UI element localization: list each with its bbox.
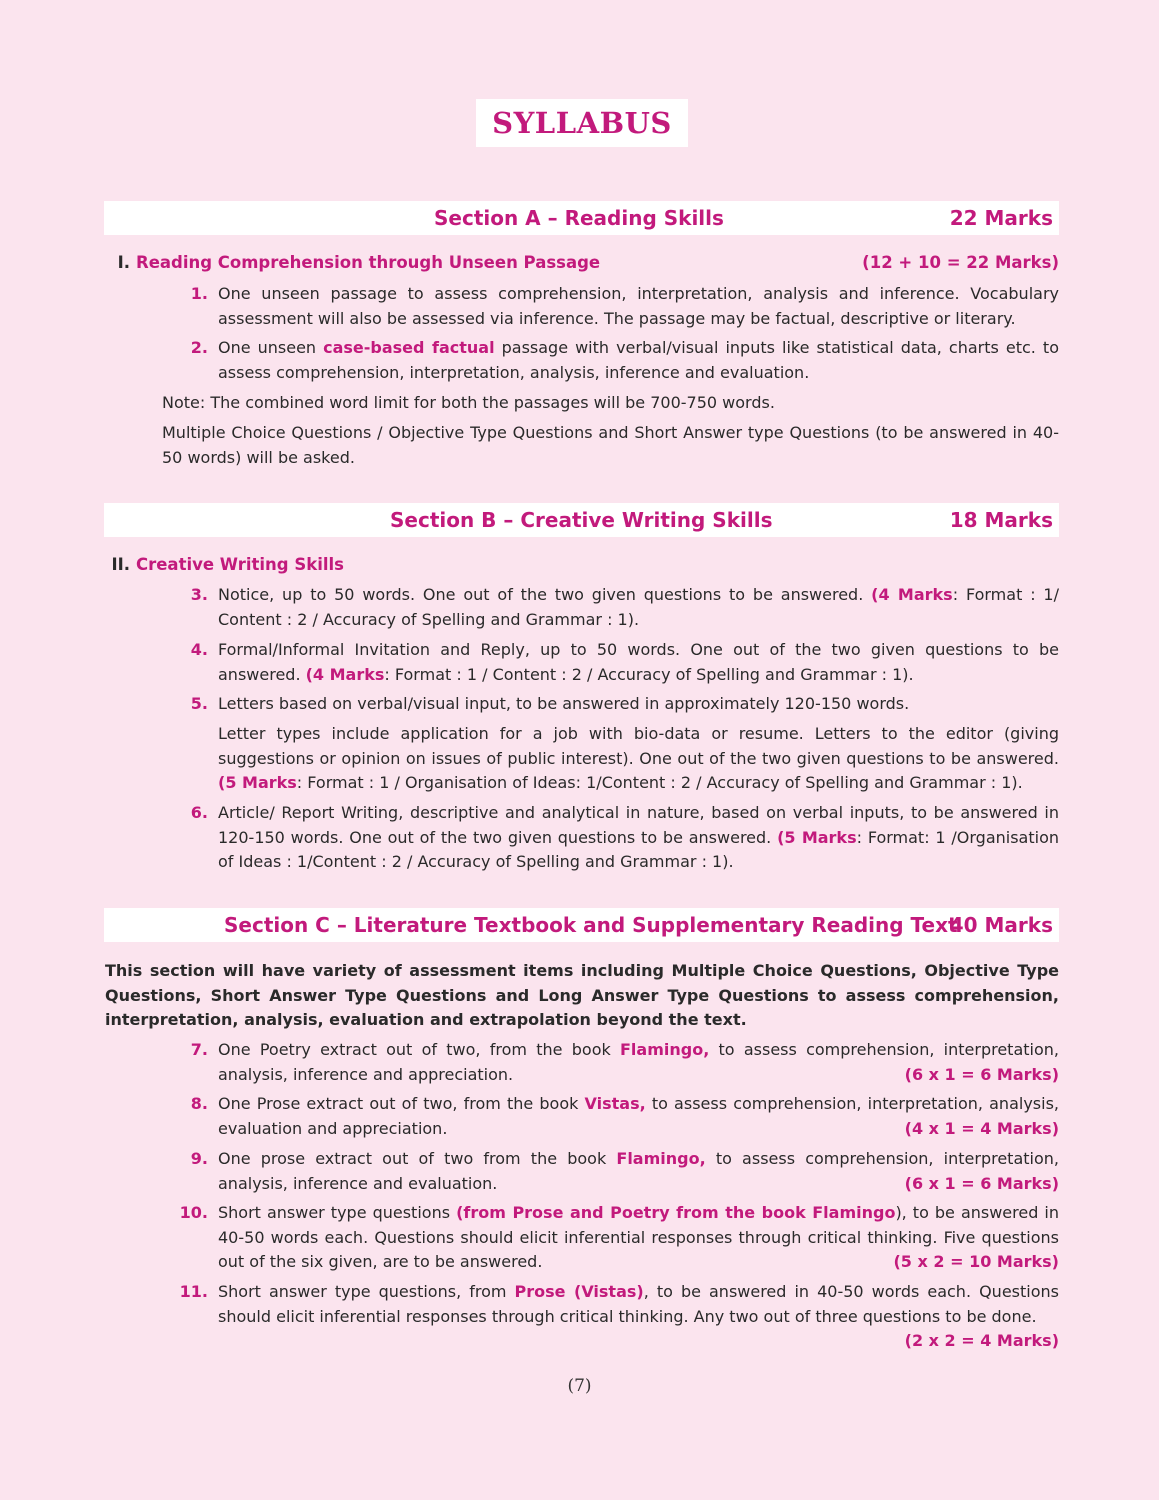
syllabus-item-6 (160, 801, 1059, 875)
syllabus-item-3 (160, 583, 1059, 632)
item-text: One Poetry extract out of two, from the book Flamingo, to assess comprehension, interpretation, analysis, inference and appreciation. (6 x 1 = 6 Marks) (218, 1038, 1059, 1087)
subsection-ii-numeral: II. (111, 555, 130, 574)
item-number: 7. (190, 1040, 208, 1059)
subsection-i-numeral: I. (117, 253, 130, 272)
item-text: One unseen passage to assess comprehension, interpretation, analysis and inference. Vocabulary assessment will also be assessed via inference. The passage may be factual, descriptive or literary. (218, 284, 1059, 328)
item-text: Letter types include application for a job with bio-data or resume. Letters to the editor (giving suggestions or opinion on issues of public interest). One out of the two given questions to be answered. (5 Marks: Format : 1 / Organisation of Ideas: 1/Content : 2 / Accuracy of Spelling and Grammar : 1). (218, 724, 1059, 792)
section-a-header (104, 201, 1059, 235)
item-number: 8. (190, 1094, 208, 1113)
item-text: One prose extract out of two from the book Flamingo, to assess comprehension, interpretation, analysis, inference and evaluation. (6 x 1 = 6 Marks) (218, 1147, 1059, 1196)
item-number: 6. (190, 803, 208, 822)
highlight-text: Prose (Vistas) (514, 1282, 644, 1301)
item-text: Formal/Informal Invitation and Reply, up to 50 words. One out of the two given questions to be answered. (4 Marks: Format : 1 / Content : 2 / Accuracy of Spelling and Grammar : 1). (218, 640, 1059, 684)
subsection-i-title: Reading Comprehension through Unseen Passage (136, 253, 601, 272)
section-a-marks: 22 Marks (949, 206, 1053, 230)
item-number: 10. (179, 1203, 208, 1222)
item-number: 1. (190, 284, 208, 303)
item-text: Letters based on verbal/visual input, to be answered in approximately 120-150 words. (218, 694, 910, 713)
item-text: Short answer type questions (from Prose and Poetry from the book Flamingo), to be answered in 40-50 words each. Questions should elicit inferential responses through critical thinking. Five questions out of the six given, are to be answered. (5 x 2 = 10 Marks) (218, 1201, 1059, 1275)
question-type-note: Multiple Choice Questions / Objective Type Questions and Short Answer type Questions (to be answered in 40-50 words) will be asked. (162, 423, 1059, 467)
syllabus-item-10 (160, 1201, 1059, 1275)
item-marks: (6 x 1 = 6 Marks) (904, 1064, 1059, 1084)
item-text: One unseen case-based factual passage with verbal/visual inputs like statistical data, charts etc. to assess comprehension, interpretation, analysis, inference and evaluation. (218, 338, 1059, 382)
syllabus-item-1 (160, 282, 1059, 331)
highlight-text: (5 Marks (218, 773, 297, 792)
item-marks: (2 x 2 = 4 Marks) (904, 1331, 1059, 1350)
highlight-text: Flamingo, (620, 1040, 710, 1059)
item-number: 9. (190, 1149, 208, 1168)
page-title-box (476, 99, 688, 147)
subsection-i-heading (104, 253, 600, 272)
highlight-text: Vistas, (584, 1094, 646, 1113)
syllabus-item-11 (160, 1280, 1059, 1354)
highlight-text: (4 Marks (871, 585, 953, 604)
page-title: SYLLABUS (492, 106, 672, 140)
section-b-marks: 18 Marks (949, 508, 1053, 532)
syllabus-item-8 (160, 1092, 1059, 1141)
section-c-marks: 40 Marks (949, 913, 1053, 937)
item-marks: (6 x 1 = 6 Marks) (904, 1173, 1059, 1193)
highlight-text: Flamingo, (616, 1149, 706, 1168)
section-b-header (104, 503, 1059, 537)
highlight-text: (5 Marks (777, 827, 857, 847)
section-c-header (104, 908, 1059, 942)
highlight-text: case-based factual (323, 338, 495, 357)
page-number: (7) (567, 1376, 592, 1396)
syllabus-item-9 (160, 1147, 1059, 1196)
syllabus-item-7 (160, 1038, 1059, 1087)
section-a-title: Section A – Reading Skills (434, 206, 724, 230)
section-c-title: Section C – Literature Textbook and Supplementary Reading Text (224, 913, 958, 937)
item-number: 2. (190, 338, 208, 357)
item-marks: (4 x 1 = 4 Marks) (904, 1118, 1059, 1138)
item-text: Short answer type questions, from Prose (Vistas), to be answered in 40-50 words each. Questions should elicit inferential responses through critical thinking. Any two out of three questions to be done. (2 x 2 = 4 Marks) (218, 1280, 1059, 1329)
syllabus-item-5 (160, 692, 1059, 717)
item-number: 3. (190, 585, 208, 604)
note-text: Note: The combined word limit for both the passages will be 700-750 words. (162, 393, 775, 412)
section-c-intro: This section will have variety of assessment items including Multiple Choice Questions, Objective Type Questions, Short Answer Type Questions and Long Answer Type Questions to assess comprehension, interpretation, analysis, evaluation and extrapolation beyond the text. (105, 961, 1059, 1029)
item-number: 11. (179, 1282, 208, 1301)
item-marks: (5 x 2 = 10 Marks) (893, 1252, 1059, 1271)
item-text: Article/ Report Writing, descriptive and analytical in nature, based on verbal inputs, to be answered in 120-150 words. One out of the two given questions to be answered. (5 Marks: Format: 1 /Organisation of Ideas : 1/Content : 2 / Accuracy of Spelling and Grammar : 1). (218, 803, 1060, 871)
subsection-ii-heading (104, 555, 344, 574)
section-b-title: Section B – Creative Writing Skills (390, 508, 773, 532)
item-number: 4. (190, 640, 208, 659)
item-text: One Prose extract out of two, from the book Vistas, to assess comprehension, interpretation, analysis, evaluation and appreciation. (4 x 1 = 4 Marks) (218, 1092, 1059, 1141)
item-text: Notice, up to 50 words. One out of the two given questions to be answered. (4 Marks: Format : 1/ Content : 2 / Accuracy of Spelling and Grammar : 1). (218, 585, 1060, 629)
subsection-ii-title: Creative Writing Skills (136, 555, 344, 574)
highlight-text: (4 Marks (305, 664, 385, 684)
subsection-i-marks: (12 + 10 = 22 Marks) (862, 253, 1059, 272)
syllabus-item-4 (160, 638, 1059, 687)
syllabus-item-5-detail (160, 722, 1059, 796)
highlight-text: (from Prose and Poetry from the book Flamingo (456, 1203, 896, 1222)
syllabus-item-2 (160, 336, 1059, 385)
item-number: 5. (190, 694, 208, 713)
